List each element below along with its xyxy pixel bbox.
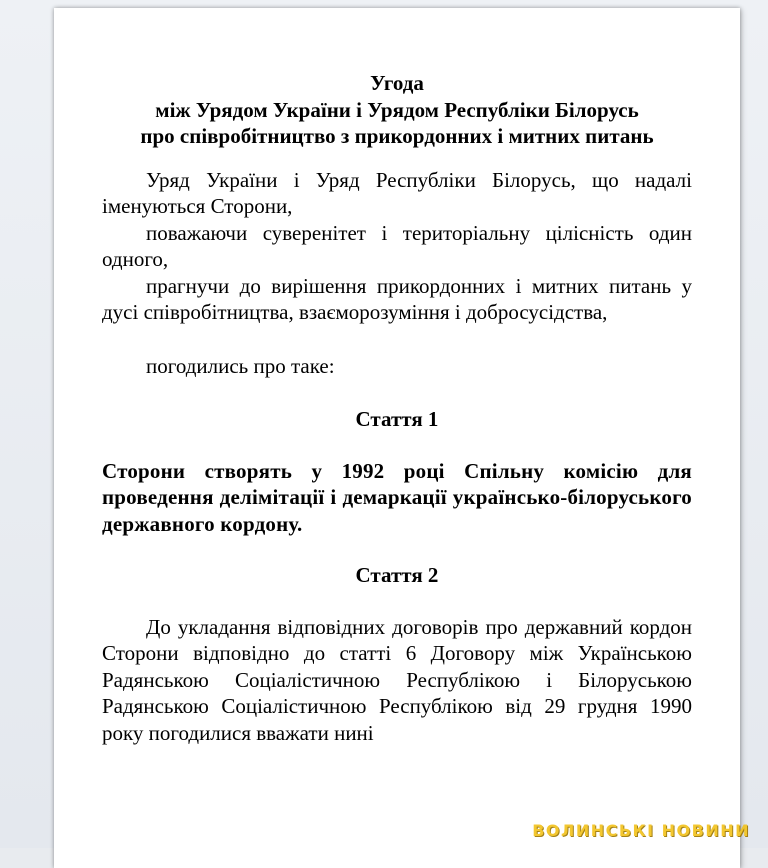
article-2-heading: Стаття 2 <box>355 563 439 587</box>
preamble-paragraph-2: поважаючи суверенітет і територіальну цілісність один одного, <box>102 220 692 271</box>
article-2-text: До укладання відповідних договорів про державний кордон Сторони відповідно до статті 6 Договору між Українською Радянською Соціалістичною Республікою і Білоруською Радянською Соціалістичною Республікою від 29 грудня 1990 року погодилися вважати нині <box>102 614 692 745</box>
document-page <box>54 8 740 868</box>
title-line-1: Угода <box>370 71 424 95</box>
article-1-heading: Стаття 1 <box>355 407 439 431</box>
article-1-text: Сторони створять у 1992 році Спільну комісію для проведення делімітації і демаркації українсько-білоруського державного кордону. <box>102 458 692 536</box>
document-content <box>102 70 692 746</box>
preamble-paragraph-3: прагнучи до вирішення прикордонних і митних питань у дусі співробітництва, взаєморозуміння і добросусідства, <box>102 273 692 324</box>
title-line-3: про співробітництво з прикордонних і митних питань <box>140 124 654 148</box>
agreed-line: погодились про таке: <box>146 353 335 378</box>
document-title <box>102 70 692 150</box>
title-line-2: між Урядом України і Урядом Республіки Білорусь <box>155 97 639 122</box>
watermark-logo: ВОЛИНСЬКІ НОВИНИ <box>532 821 750 840</box>
preamble-paragraph-1: Уряд України і Уряд Республіки Білорусь, що надалі іменуються Сторони, <box>102 167 692 218</box>
